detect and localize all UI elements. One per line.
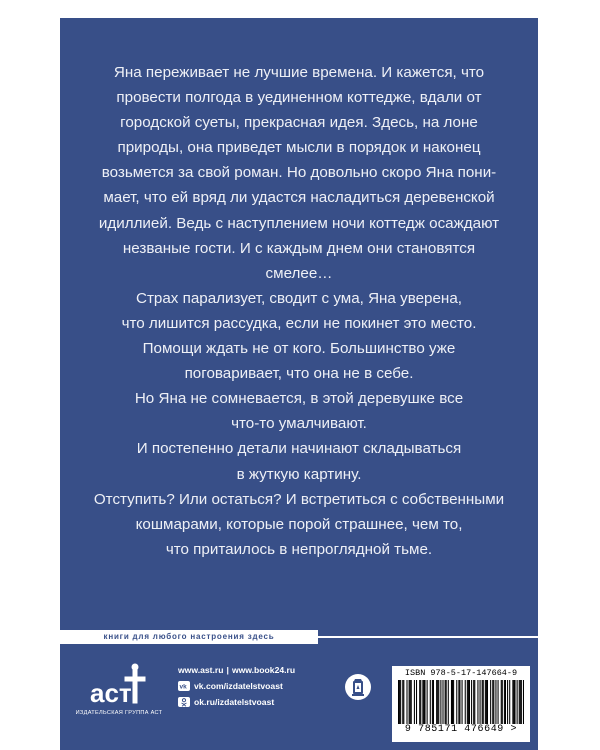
barcode <box>398 680 524 724</box>
blurb-line: И постепенно детали начинают складываться <box>136 440 462 458</box>
blurb-line: городской суеты, прекрасная идея. Здесь, на лоне <box>120 114 478 132</box>
barcode-bar <box>400 680 401 724</box>
barcode-bar <box>509 680 510 724</box>
barcode-bar <box>432 680 433 724</box>
blurb-text <box>60 60 538 562</box>
blurb-line: мает, что ей вряд ли удастся насладиться деревенской <box>103 189 495 207</box>
blurb-line: поговаривает, что она не в себе. <box>184 365 414 383</box>
barcode-bar <box>482 680 483 724</box>
barcode-bar <box>521 680 522 724</box>
barcode-bar <box>436 680 437 724</box>
age-rating-badge <box>345 674 371 700</box>
ok-icon <box>178 697 190 707</box>
barcode-bar <box>452 680 453 724</box>
publisher-panel <box>60 630 538 750</box>
barcode-bar <box>458 680 459 724</box>
barcode-bar <box>406 680 407 724</box>
barcode-bar <box>422 680 423 724</box>
lantern-icon <box>345 674 371 700</box>
vk-icon <box>178 681 190 691</box>
barcode-bar <box>437 680 438 724</box>
barcode-bar <box>467 680 468 724</box>
blurb-line: что лишится рассудка, если не покинет это место. <box>121 314 477 332</box>
barcode-bar <box>513 680 514 724</box>
logo-letters: аст <box>90 678 132 708</box>
barcode-bar <box>477 680 478 724</box>
barcode-bar <box>423 680 424 724</box>
barcode-bar <box>440 680 441 724</box>
barcode-bar <box>474 680 475 724</box>
blurb-line: что притаилось в непроглядной тьме. <box>165 540 433 558</box>
barcode-bar <box>402 680 403 724</box>
barcode-bar <box>514 680 515 724</box>
ok-link-row[interactable] <box>178 694 295 710</box>
barcode-bar <box>520 680 521 724</box>
publisher-name: ИЗДАТЕЛЬСКАЯ ГРУППА АСТ <box>75 710 163 716</box>
barcode-bar <box>442 680 443 724</box>
web-link-ast[interactable]: www.ast.ru <box>178 665 224 675</box>
barcode-bar <box>465 680 466 724</box>
blurb-line: Помощи ждать не от кого. Большинство уже <box>142 340 456 358</box>
barcode-bar <box>453 680 454 724</box>
barcode-bar <box>480 680 481 724</box>
blurb-line: природы, она приведет мысли в порядок и наконец <box>117 139 481 157</box>
vk-link[interactable]: vk.com/izdatelstvoast <box>194 681 283 691</box>
barcode-bar <box>512 680 513 724</box>
ean-digits: 9 785171 476649 > <box>404 724 518 735</box>
back-cover <box>60 18 538 750</box>
barcode-bar <box>487 680 488 724</box>
blurb-line: Отступить? Или остаться? И встретиться с собственными <box>93 490 505 508</box>
barcode-bar <box>468 680 469 724</box>
barcode-bar <box>399 680 400 724</box>
blurb-line: идиллией. Ведь с наступлением ночи коттедж осаждают <box>98 214 500 232</box>
barcode-bar <box>505 680 506 724</box>
web-separator: | <box>226 665 229 675</box>
barcode-bar <box>433 680 434 724</box>
tagline-rule <box>318 636 538 638</box>
barcode-bar <box>471 680 472 724</box>
barcode-bar <box>501 680 502 724</box>
svg-text:vk: vk <box>179 683 187 691</box>
blurb-line: Но Яна не сомневается, в этой деревушке все <box>134 390 464 408</box>
barcode-bar <box>502 680 503 724</box>
barcode-bar <box>485 680 486 724</box>
barcode-bar <box>490 680 491 724</box>
tagline-bar: книги для любого настроения здесь <box>60 630 318 644</box>
barcode-bar <box>523 680 524 724</box>
barcode-bar <box>414 680 415 724</box>
barcode-bar <box>473 680 474 724</box>
barcode-bar <box>451 680 452 724</box>
barcode-bar <box>420 680 421 724</box>
blurb-line: Страх парализует, сводит с ума, Яна уверена, <box>135 289 462 307</box>
isbn-text: ISBN 978-5-17-147664-9 <box>404 668 518 678</box>
barcode-bar <box>493 680 494 724</box>
barcode-bar <box>445 680 446 724</box>
ast-logo <box>88 662 148 710</box>
barcode-bar <box>448 680 449 724</box>
barcode-bar <box>504 680 505 724</box>
barcode-bar <box>459 680 460 724</box>
barcode-bar <box>486 680 487 724</box>
blurb-line: возьмется за свой роман. Но довольно скоро Яна пони- <box>101 164 497 182</box>
publisher-links <box>178 662 295 710</box>
barcode-bar <box>424 680 425 724</box>
blurb-line: в жуткую картину. <box>236 465 362 483</box>
barcode-bar <box>410 680 411 724</box>
barcode-bar <box>495 680 496 724</box>
barcode-bar <box>462 680 463 724</box>
barcode-bar <box>427 680 428 724</box>
barcode-bar <box>409 680 410 724</box>
barcode-bar <box>419 680 420 724</box>
barcode-bar <box>456 680 457 724</box>
barcode-bar <box>403 680 404 724</box>
barcode-bar <box>411 680 412 724</box>
blurb-line: провести полгода в уединенном коттедже, вдали от <box>116 89 482 107</box>
blurb-line: смелее… <box>265 264 333 282</box>
logo-head <box>132 664 139 671</box>
isbn-barcode-block <box>392 666 530 742</box>
barcode-bar <box>519 680 520 724</box>
barcode-bar <box>430 680 431 724</box>
barcode-bar <box>492 680 493 724</box>
barcode-bar <box>469 680 470 724</box>
web-links-row <box>178 662 295 678</box>
blurb-line: что-то умалчивают. <box>231 415 367 433</box>
ok-link[interactable]: ok.ru/izdatelstvoast <box>194 697 275 707</box>
vk-link-row[interactable] <box>178 678 295 694</box>
web-link-book24[interactable]: www.book24.ru <box>231 665 296 675</box>
barcode-bar <box>517 680 518 724</box>
blurb-line: незваные гости. И с каждым днем они становятся <box>122 239 476 257</box>
barcode-bar <box>398 680 399 724</box>
blurb-line: Яна переживает не лучшие времена. И кажется, что <box>113 64 485 81</box>
barcode-bar <box>507 680 508 724</box>
barcode-bar <box>483 680 484 724</box>
barcode-bar <box>438 680 439 724</box>
blurb-line: кошмарами, которые порой страшнее, чем то, <box>135 515 463 533</box>
barcode-bar <box>416 680 417 724</box>
barcode-bar <box>498 680 499 724</box>
barcode-bar <box>446 680 447 724</box>
